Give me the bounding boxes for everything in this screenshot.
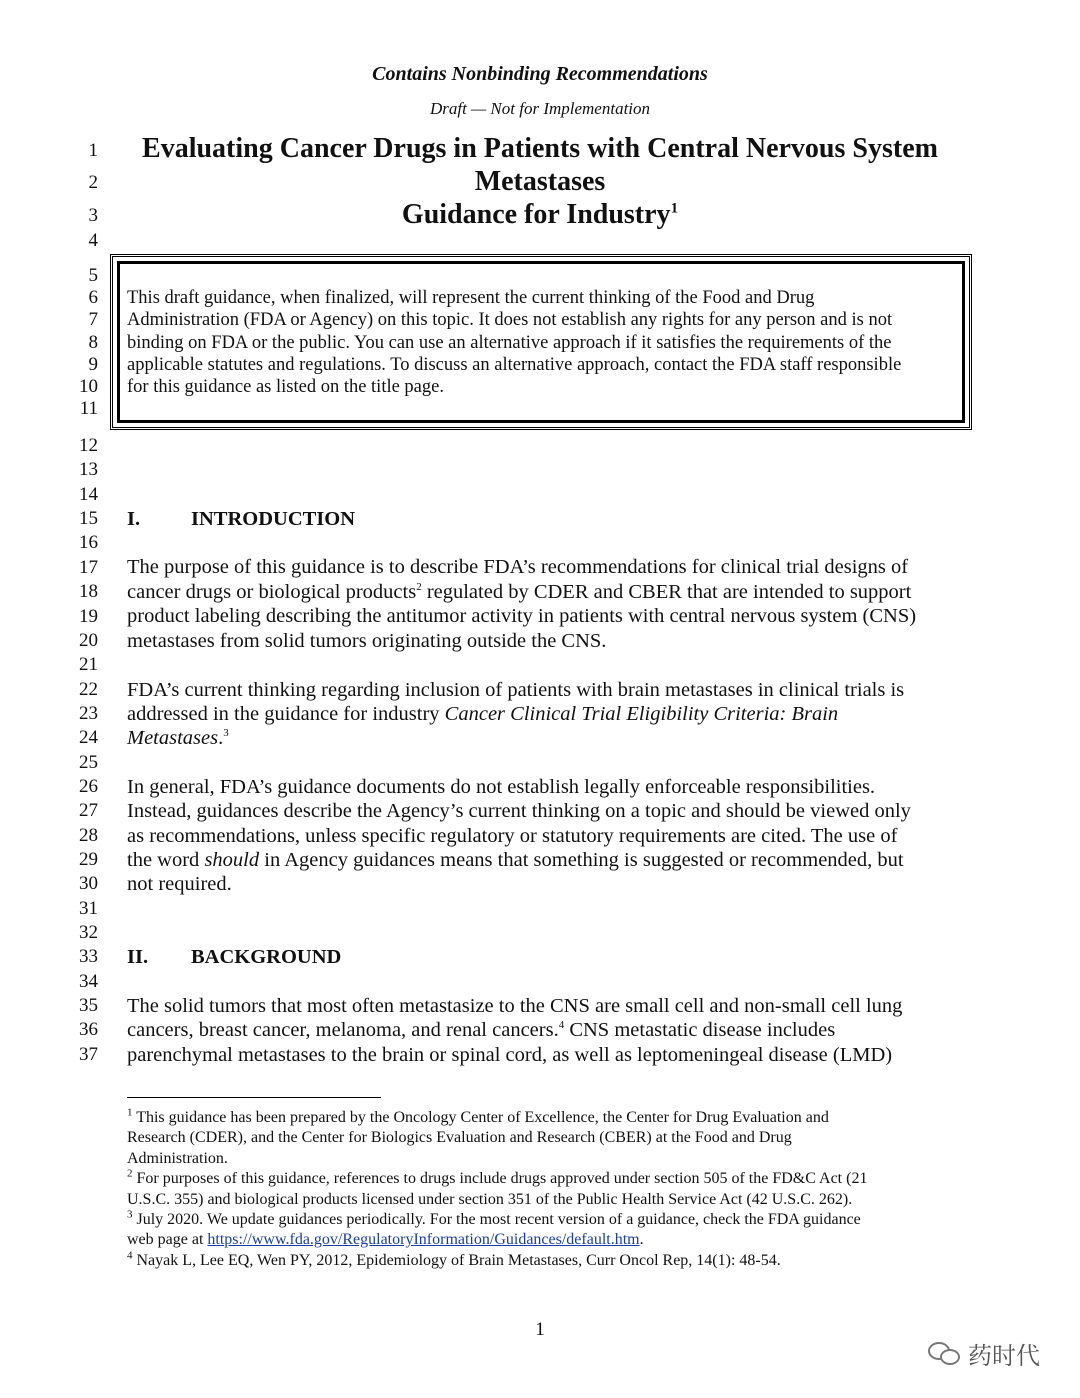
- document-title-line1: Evaluating Cancer Drugs in Patients with Central Nervous System: [142, 133, 938, 164]
- header-nonbinding: Contains Nonbinding Recommendations: [372, 63, 708, 85]
- line-number: 28: [79, 825, 98, 846]
- footnote-text-line: Research (CDER), and the Center for Biologics Evaluation and Research (CBER) at the Food and Drug: [127, 1129, 792, 1146]
- line-number: 37: [79, 1044, 98, 1065]
- notice-text-line: for this guidance as listed on the title page.: [127, 377, 444, 397]
- section-number: II.: [127, 946, 149, 968]
- footnote-ref[interactable]: 2: [416, 581, 422, 594]
- body-text-line: parenchymal metastases to the brain or spinal cord, as well as leptomeningeal disease (LMD): [127, 1044, 893, 1066]
- section-heading-background: BACKGROUND: [191, 946, 342, 968]
- body-text-line: as recommendations, unless specific regulatory or statutory requirements are cited. The use of: [127, 825, 898, 847]
- line-number: 15: [79, 508, 98, 529]
- line-number: 23: [79, 703, 98, 724]
- body-text-line: [127, 1018, 835, 1042]
- line-number: 5: [88, 265, 98, 286]
- footnote-number: 3: [127, 1208, 133, 1221]
- watermark: [928, 1336, 1040, 1371]
- line-number: 22: [79, 679, 98, 700]
- line-number: 29: [79, 849, 98, 870]
- footnote-text: This guidance has been prepared by the Oncology Center of Excellence, the Center for Drug Evaluation and: [132, 1109, 829, 1126]
- footnote-number: 2: [127, 1167, 133, 1180]
- section-number: I.: [127, 508, 141, 530]
- footnote-text-line: U.S.C. 355) and biological products licensed under section 351 of the Public Health Service Act (42 U.S.C. 262).: [127, 1191, 853, 1208]
- footnote-2: [127, 1169, 867, 1190]
- fda-guidance-link[interactable]: https://www.fda.gov/RegulatoryInformation/Guidances/default.htm: [207, 1231, 640, 1248]
- line-number: 4: [88, 230, 98, 251]
- line-number: 9: [88, 354, 98, 375]
- body-text: addressed in the guidance for industry: [127, 703, 445, 725]
- footnote-ref[interactable]: 4: [558, 1019, 565, 1032]
- body-text-line: [127, 580, 911, 604]
- footnote-text: Nayak L, Lee EQ, Wen PY, 2012, Epidemiology of Brain Metastases, Curr Oncol Rep, 14(1): 48-54.: [132, 1252, 781, 1269]
- line-number: 26: [79, 776, 98, 797]
- footnote-3: [127, 1210, 861, 1231]
- line-number: 24: [79, 727, 98, 748]
- body-text-line: The purpose of this guidance is to describe FDA’s recommendations for clinical trial designs of: [127, 556, 909, 578]
- page-number: 1: [535, 1319, 545, 1340]
- line-number: 14: [79, 484, 98, 505]
- line-number: 8: [88, 332, 98, 353]
- line-number: 34: [79, 971, 98, 992]
- footnote-text: .: [639, 1231, 644, 1248]
- line-number: 3: [88, 205, 98, 226]
- title-guidance: Guidance for Industry: [401, 199, 671, 230]
- line-number: 30: [79, 873, 98, 894]
- footnote-1: [127, 1108, 829, 1129]
- notice-text-line: This draft guidance, when finalized, will represent the current thinking of the Food and Drug: [127, 288, 815, 308]
- footnote-ref[interactable]: 3: [223, 727, 229, 740]
- footnote-separator: [127, 1097, 381, 1098]
- line-number: 6: [88, 287, 98, 308]
- line-number: 20: [79, 630, 98, 651]
- body-text-line: FDA’s current thinking regarding inclusion of patients with brain metastases in clinical trials is: [127, 679, 905, 701]
- notice-text-line: Administration (FDA or Agency) on this topic. It does not establish any rights for any person and is not: [127, 310, 893, 330]
- notice-text-line: binding on FDA or the public. You can use an alternative approach if it satisfies the requirements of the: [127, 333, 892, 353]
- line-number: 2: [88, 172, 98, 193]
- line-number: 36: [79, 1019, 98, 1040]
- title-footnote-ref[interactable]: 1: [670, 200, 679, 217]
- line-number: 11: [79, 398, 98, 419]
- line-number: 32: [79, 922, 98, 943]
- notice-text-line: applicable statutes and regulations. To discuss an alternative approach, contact the FDA staff responsible: [127, 355, 902, 375]
- line-number: 33: [79, 946, 98, 967]
- body-text: cancer drugs or biological products: [127, 581, 417, 603]
- footnote-text: For purposes of this guidance, references to drugs include drugs approved under section 505 of the FD&C Act (21: [132, 1170, 868, 1187]
- footnote-text-line: [127, 1230, 644, 1251]
- body-text-line: The solid tumors that most often metastasize to the CNS are small cell and non-small cell lung: [127, 995, 903, 1017]
- body-text: regulated by CDER and CBER that are intended to support: [421, 581, 912, 603]
- line-number: 16: [79, 532, 98, 553]
- emphasis-should: should: [204, 849, 260, 871]
- body-text: CNS metastatic disease includes: [564, 1019, 836, 1041]
- body-text-line: [127, 702, 838, 726]
- header-draft: Draft — Not for Implementation: [429, 99, 651, 118]
- body-text: in Agency guidances means that something is suggested or recommended, but: [259, 849, 904, 871]
- wechat-icon: [928, 1340, 962, 1368]
- body-text: .: [218, 727, 224, 749]
- line-number: 10: [79, 376, 98, 397]
- section-heading-introduction: INTRODUCTION: [191, 508, 356, 530]
- document-title-line3: [120, 198, 960, 231]
- body-text-line: [127, 848, 904, 872]
- line-number: 35: [79, 995, 98, 1016]
- line-number: 12: [79, 435, 98, 456]
- line-number: 25: [79, 752, 98, 773]
- guidance-title-citation: Cancer Clinical Trial Eligibility Criteria: Brain: [444, 703, 839, 725]
- document-title-line2: Metastases: [474, 166, 606, 197]
- line-number: 13: [79, 459, 98, 480]
- line-number: 27: [79, 800, 98, 821]
- footnote-number: 1: [127, 1106, 133, 1119]
- footnote-text: web page at: [127, 1231, 208, 1248]
- line-number: 21: [79, 654, 98, 675]
- body-text-line: metastases from solid tumors originating outside the CNS.: [127, 630, 607, 652]
- line-number: 1: [88, 140, 98, 161]
- body-text-line: In general, FDA’s guidance documents do not establish legally enforceable responsibilities.: [127, 776, 876, 798]
- line-number: 7: [88, 309, 98, 330]
- line-number: 17: [79, 557, 98, 578]
- guidance-title-citation: Metastases: [127, 727, 219, 749]
- footnote-4: [127, 1251, 781, 1272]
- body-text: the word: [127, 849, 205, 871]
- line-number: 31: [79, 898, 98, 919]
- body-text-line: not required.: [127, 873, 232, 895]
- footnote-text: July 2020. We update guidances periodically. For the most recent version of a guidance, check the FDA guidance: [132, 1211, 861, 1228]
- body-text-line: [127, 726, 229, 750]
- line-number: 18: [79, 581, 98, 602]
- footnote-text-line: Administration.: [127, 1150, 228, 1167]
- body-text-line: Instead, guidances describe the Agency’s current thinking on a topic and should be viewed only: [127, 800, 911, 822]
- watermark-text: 药时代: [968, 1342, 1040, 1370]
- body-text: cancers, breast cancer, melanoma, and renal cancers.: [127, 1019, 559, 1041]
- line-number: 19: [79, 606, 98, 627]
- footnote-number: 4: [127, 1249, 133, 1262]
- body-text-line: product labeling describing the antitumor activity in patients with central nervous system (CNS): [127, 605, 917, 627]
